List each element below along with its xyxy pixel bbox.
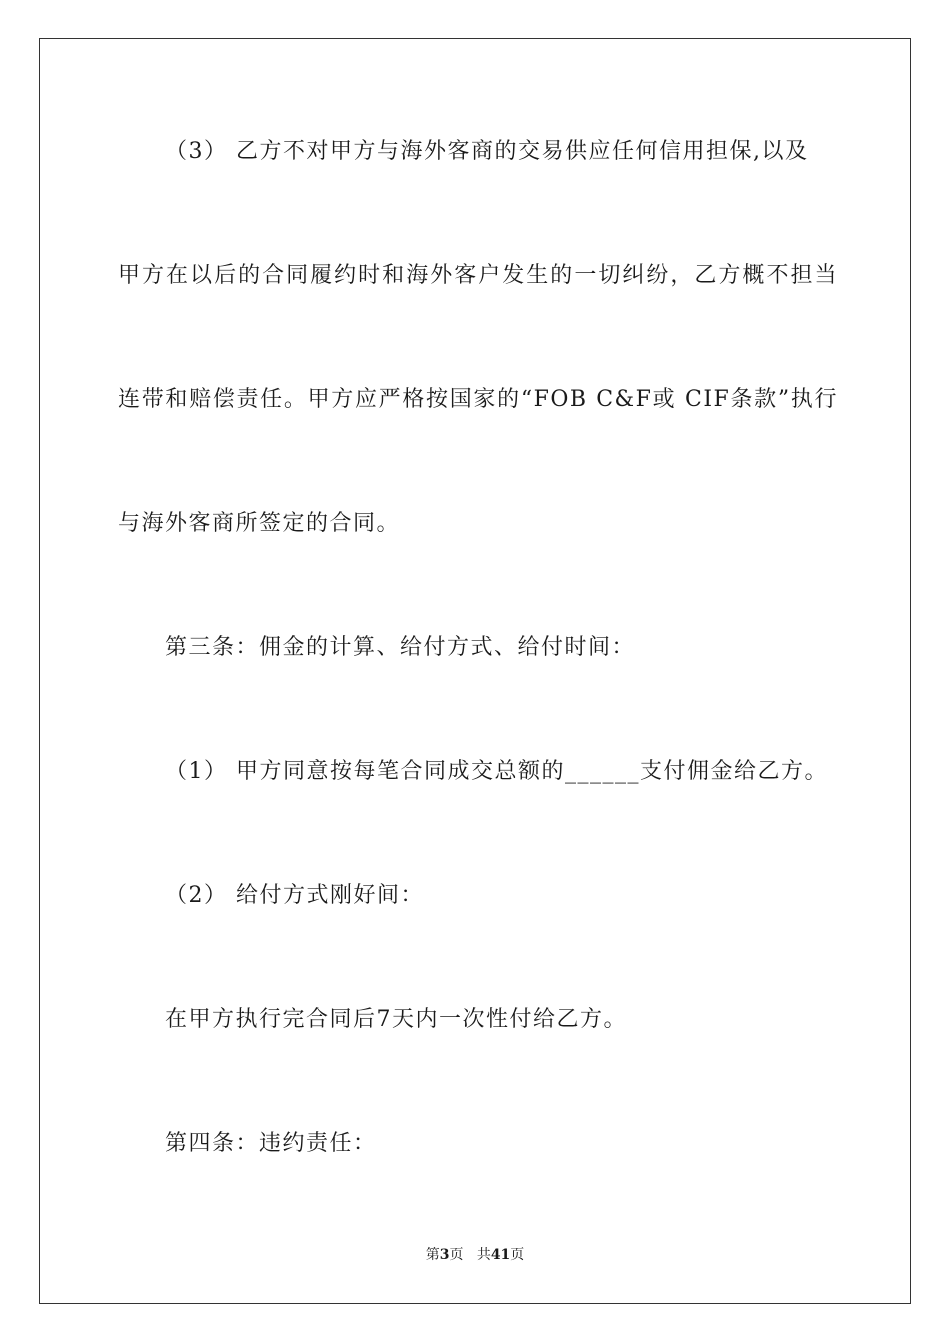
footer-total-pages: 41 [490,1247,511,1263]
footer-total-suffix: 页 [510,1247,525,1263]
footer-page-suffix: 页 [449,1247,464,1263]
clause-1-commission: （1） 甲方同意按每笔合同成交总额的______支付佣金给乙方。 [165,759,828,784]
article-four-heading: 第四条：违约责任： [165,1131,377,1156]
article-three-heading: 第三条：佣金的计算、给付方式、给付时间： [165,635,636,660]
paragraph-line-3: 连带和赔偿责任。甲方应严格按国家的“FOB C&F或 CIF条款”执行 [118,387,838,412]
page-border [39,38,911,1304]
footer-page-number: 3 [439,1247,450,1263]
payment-timing-line: 在甲方执行完合同后7天内一次性付给乙方。 [165,1007,627,1032]
paragraph-line-4: 与海外客商所签定的合同。 [118,511,401,536]
paragraph-line-1: （3） 乙方不对甲方与海外客商的交易供应任何信用担保,以及 [165,139,809,164]
footer-total-prefix: 共 [476,1247,491,1263]
page-footer [0,1246,950,1264]
paragraph-line-2: 甲方在以后的合同履约时和海外客户发生的一切纠纷，乙方概不担当 [118,263,838,288]
clause-2-payment-method: （2） 给付方式刚好间： [165,883,424,908]
footer-page-prefix: 第 [425,1247,440,1263]
